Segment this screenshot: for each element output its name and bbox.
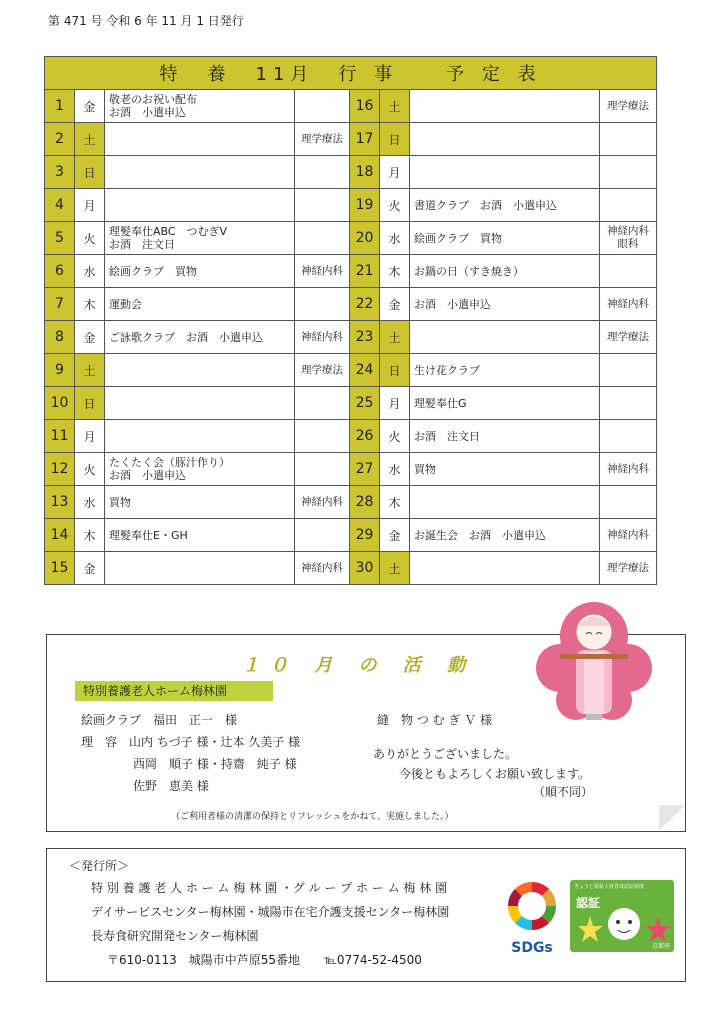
thanks-line: 今後ともよろしくお願い致します。: [399, 767, 591, 781]
event-text: 書道クラブ お酒 小遣申込: [410, 189, 600, 222]
order-note: （順不同）: [533, 785, 594, 799]
event-text: [410, 552, 600, 585]
event-text: お酒 小遣申込: [410, 288, 600, 321]
day-number: 16: [350, 90, 380, 123]
sdgs-label: SDGs: [511, 940, 553, 956]
weekday: 木: [380, 486, 410, 519]
note-text: [295, 519, 350, 552]
day-number: 14: [45, 519, 75, 552]
event-text: [105, 420, 295, 453]
day-number: 5: [45, 222, 75, 255]
event-text: ご詠歌クラブ お酒 小遣申込: [105, 321, 295, 354]
schedule-row: [45, 453, 657, 486]
event-text: [105, 123, 295, 156]
event-text: [410, 90, 600, 123]
note-text: 神経内科: [600, 519, 657, 552]
publisher-line: 長寿食研究開発センター梅林園: [91, 929, 259, 943]
thanks-line: ありがとうございました。: [373, 747, 518, 761]
note-text: 神経内科: [600, 288, 657, 321]
issue-line: 第 471 号 令和 6 年 11 月 1 日発行: [48, 14, 244, 28]
event-text: [105, 354, 295, 387]
event-text: [410, 123, 600, 156]
schedule-row: [45, 90, 657, 123]
publisher-address: 〒610-0113 城陽市中芦原55番地 ℡0774-52-4500: [107, 953, 422, 967]
event-text: たくたく会（豚汁作り） お酒 小遣申込: [105, 453, 295, 486]
event-text: 理髪奉仕E・GH: [105, 519, 295, 552]
day-number: 27: [350, 453, 380, 486]
weekday: 火: [380, 420, 410, 453]
weekday: 日: [380, 123, 410, 156]
schedule-table: [44, 56, 657, 585]
day-number: 30: [350, 552, 380, 585]
event-text: [410, 156, 600, 189]
weekday: 金: [75, 552, 105, 585]
day-number: 9: [45, 354, 75, 387]
event-text: 理髪奉仕G: [410, 387, 600, 420]
note-text: [295, 387, 350, 420]
event-text: [410, 321, 600, 354]
activity-line: 縫 物 つ む ぎ Ｖ 様: [377, 713, 493, 727]
note-text: [295, 222, 350, 255]
event-text: お誕生会 お酒 小遣申込: [410, 519, 600, 552]
note-text: [600, 486, 657, 519]
day-number: 7: [45, 288, 75, 321]
weekday: 土: [380, 552, 410, 585]
schedule-title: 特 養 11月 行 事 予 定 表: [45, 57, 657, 90]
note-text: [295, 420, 350, 453]
note-text: [600, 189, 657, 222]
event-text: 理髪奉仕ABC つむぎV お酒 注文日: [105, 222, 295, 255]
note-text: 神経内科: [295, 552, 350, 585]
day-number: 6: [45, 255, 75, 288]
weekday: 土: [75, 123, 105, 156]
note-text: 神経内科: [295, 321, 350, 354]
note-text: [600, 354, 657, 387]
schedule-row: [45, 288, 657, 321]
note-text: 理学療法: [600, 90, 657, 123]
weekday: 月: [380, 156, 410, 189]
note-text: [600, 387, 657, 420]
schedule-row: [45, 387, 657, 420]
day-number: 29: [350, 519, 380, 552]
event-text: 絵画クラブ 買物: [105, 255, 295, 288]
cert-small-text: きょうと福祉人材育成認証制度: [574, 884, 645, 890]
weekday: 木: [75, 519, 105, 552]
day-number: 15: [45, 552, 75, 585]
note-text: [600, 123, 657, 156]
day-number: 17: [350, 123, 380, 156]
note-text: [600, 156, 657, 189]
weekday: 日: [380, 354, 410, 387]
weekday: 土: [380, 321, 410, 354]
day-number: 11: [45, 420, 75, 453]
note-text: [600, 420, 657, 453]
weekday: 月: [75, 420, 105, 453]
weekday: 日: [75, 156, 105, 189]
note-text: [295, 156, 350, 189]
weekday: 金: [380, 519, 410, 552]
note-text: 神経内科: [295, 486, 350, 519]
weekday: 水: [75, 486, 105, 519]
doll-illustration: [532, 592, 656, 722]
note-text: 理学療法: [600, 552, 657, 585]
event-text: [105, 552, 295, 585]
schedule-row: [45, 156, 657, 189]
day-number: 18: [350, 156, 380, 189]
cert-issuer: 京都府: [651, 943, 670, 950]
note-text: 理学療法: [295, 354, 350, 387]
weekday: 火: [75, 453, 105, 486]
event-text: [105, 156, 295, 189]
day-number: 20: [350, 222, 380, 255]
facility-banner: 特別養護老人ホーム梅林園: [75, 681, 273, 701]
event-text: [105, 189, 295, 222]
weekday: 木: [75, 288, 105, 321]
day-number: 28: [350, 486, 380, 519]
schedule-row: [45, 321, 657, 354]
note-text: [295, 90, 350, 123]
schedule-row: [45, 486, 657, 519]
schedule-row: [45, 222, 657, 255]
day-number: 26: [350, 420, 380, 453]
event-text: 生け花クラブ: [410, 354, 600, 387]
day-number: 12: [45, 453, 75, 486]
event-text: 買物: [105, 486, 295, 519]
day-number: 2: [45, 123, 75, 156]
note-text: 神経内科: [295, 255, 350, 288]
schedule-row: [45, 519, 657, 552]
note-text: 理学療法: [295, 123, 350, 156]
schedule-row: [45, 420, 657, 453]
weekday: 日: [75, 387, 105, 420]
day-number: 23: [350, 321, 380, 354]
note-text: [600, 255, 657, 288]
day-number: 4: [45, 189, 75, 222]
schedule-row: [45, 552, 657, 585]
activity-line: 絵画クラブ 福田 正一 様: [81, 713, 238, 727]
weekday: 土: [75, 354, 105, 387]
note-text: 神経内科 眼科: [600, 222, 657, 255]
schedule-row: [45, 354, 657, 387]
sdgs-logo: [500, 878, 564, 958]
schedule-row: [45, 255, 657, 288]
note-text: 神経内科: [600, 453, 657, 486]
weekday: 水: [380, 453, 410, 486]
event-text: 敬老のお祝い配布 お酒 小遣申込: [105, 90, 295, 123]
weekday: 月: [380, 387, 410, 420]
day-number: 10: [45, 387, 75, 420]
day-number: 8: [45, 321, 75, 354]
weekday: 月: [75, 189, 105, 222]
note-text: 理学療法: [600, 321, 657, 354]
day-number: 24: [350, 354, 380, 387]
day-number: 1: [45, 90, 75, 123]
schedule-row: [45, 189, 657, 222]
note-text: [295, 288, 350, 321]
note-text: [295, 189, 350, 222]
day-number: 25: [350, 387, 380, 420]
weekday: 金: [75, 90, 105, 123]
day-number: 22: [350, 288, 380, 321]
day-number: 3: [45, 156, 75, 189]
event-text: 買物: [410, 453, 600, 486]
activity-line: 西岡 順子 様・持齋 純子 様: [133, 757, 297, 771]
publisher-heading: ＜発行所＞: [69, 859, 130, 873]
certification-badge: [570, 880, 674, 952]
event-text: 絵画クラブ 買物: [410, 222, 600, 255]
publisher-line: 特 別 養 護 老 人 ホ ー ム 梅 林 園 ・グ ル ー プ ホ ー ム 梅 林 園: [91, 881, 448, 895]
activity-line: 佐野 恵美 様: [133, 779, 209, 793]
activities-title: １０ 月 の 活 動: [242, 655, 476, 676]
weekday: 木: [380, 255, 410, 288]
weekday: 水: [380, 222, 410, 255]
event-text: [410, 486, 600, 519]
weekday: 土: [380, 90, 410, 123]
activity-note: （ご利用者様の清潔の保持とリフレッシュをかねて、実施しました。）: [171, 812, 454, 822]
note-text: [295, 453, 350, 486]
event-text: [105, 387, 295, 420]
cert-label: 認証: [576, 896, 601, 910]
weekday: 火: [380, 189, 410, 222]
event-text: お鍋の日（すき焼き）: [410, 255, 600, 288]
event-text: 運動会: [105, 288, 295, 321]
weekday: 火: [75, 222, 105, 255]
schedule-row: [45, 123, 657, 156]
publisher-line: デイサービスセンター梅林園・城陽市在宅介護支援センター梅林園: [91, 905, 450, 919]
weekday: 金: [380, 288, 410, 321]
weekday: 金: [75, 321, 105, 354]
day-number: 13: [45, 486, 75, 519]
day-number: 19: [350, 189, 380, 222]
activity-line: 理 容 山内 ちづ子 様・辻本 久美子 様: [81, 735, 301, 749]
day-number: 21: [350, 255, 380, 288]
event-text: お酒 注文日: [410, 420, 600, 453]
page-fold: [659, 805, 685, 831]
weekday: 水: [75, 255, 105, 288]
